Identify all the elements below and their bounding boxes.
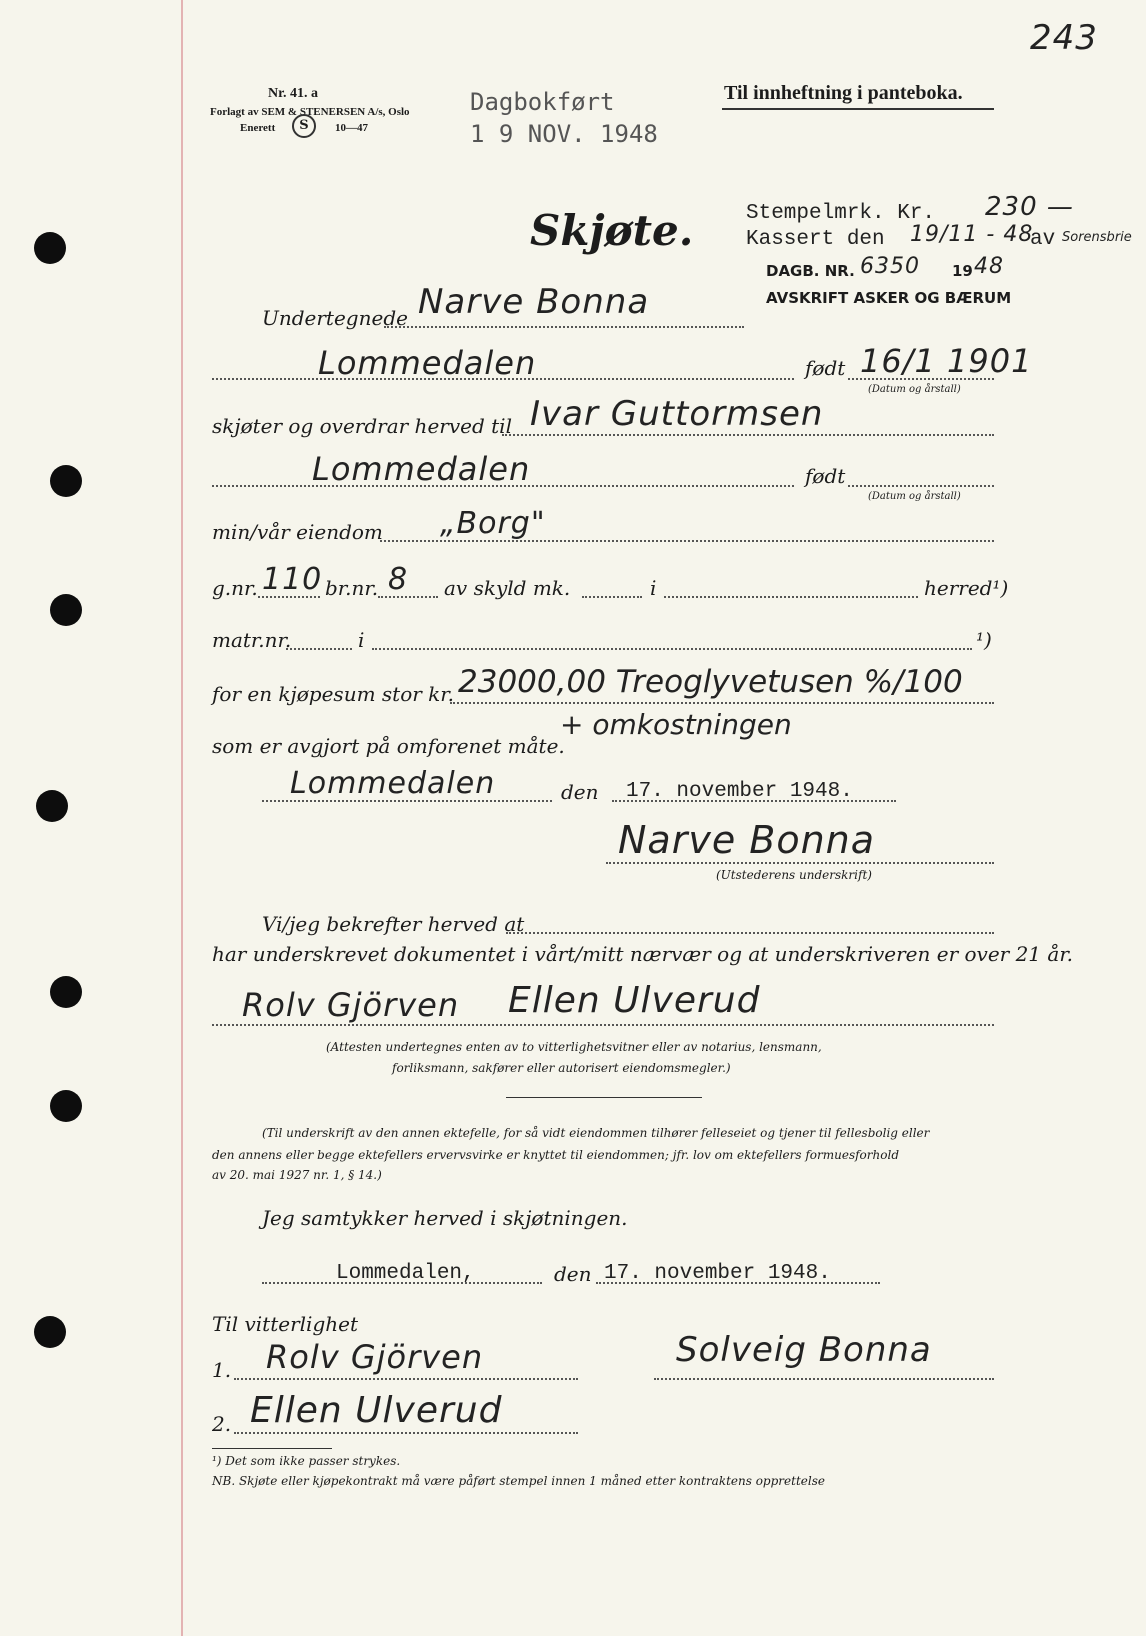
avgjort-value: + omkostningen: [560, 708, 792, 741]
spouse-note-line3: av 20. mai 1927 nr. 1, § 14.): [212, 1168, 382, 1182]
datum-hint-2: (Datum og årstall): [868, 491, 961, 502]
punch-hole: [34, 232, 66, 264]
attest-line2: har underskrevet dokumentet i vårt/mitt nærvær og at underskriveren er over 21 år.: [212, 942, 1074, 966]
spouse-note-line1: (Til underskrift av den annen ektefelle, for så vidt eiendommen tilhører felleseiet og tjener til fellesbolig eller: [262, 1126, 930, 1140]
kjopesum-line: [450, 702, 994, 704]
dagb-number: 6350: [860, 254, 920, 279]
attest-note1: (Attesten undertegnes enten av to vitterlighetsvitner eller av notarius, lensmann,: [326, 1040, 822, 1054]
witness1-signature: Rolv Gjörven: [266, 1338, 484, 1376]
avskrift-stamp: AVSKRIFT ASKER OG BÆRUM: [766, 289, 1012, 307]
punch-hole: [36, 790, 68, 822]
consent-place: Lommedalen,: [336, 1262, 475, 1285]
gnr-value: 110: [262, 562, 323, 597]
punch-hole: [34, 1316, 66, 1348]
dagb-year: 48: [974, 254, 1004, 279]
publisher-logo: S: [292, 114, 316, 138]
signature-value: Narve Bonna: [618, 818, 876, 862]
kjopesum-label: for en kjøpesum stor kr.: [212, 682, 455, 706]
fodt1-label: født: [805, 356, 846, 380]
witness-line: [212, 1024, 994, 1026]
undertegnede-label: Undertegnede: [262, 306, 408, 330]
section-divider: [506, 1097, 702, 1098]
date-typed: 17. november 1948.: [626, 780, 853, 803]
stamp-fee-label: Stempelmrk. Kr.: [746, 202, 936, 225]
buyer-value: Ivar Guttormsen: [530, 394, 824, 434]
margin-line: [181, 0, 183, 1636]
witness1-number: 1.: [212, 1358, 232, 1382]
header-underline: [722, 108, 994, 110]
stamp-cancel-label: Kassert den: [746, 228, 885, 251]
journal-stamp-date: 1 9 NOV. 1948: [470, 120, 658, 148]
fodt1-value: 16/1 1901: [860, 342, 1033, 380]
punch-hole: [50, 1090, 82, 1122]
footnote-2: NB. Skjøte eller kjøpekontrakt må være påført stempel innen 1 måned etter kontraktens opprettelse: [212, 1474, 825, 1488]
brnr-value: 8: [388, 562, 409, 597]
witness1-line: [234, 1378, 578, 1380]
stamp-fee-value: 230 —: [985, 192, 1074, 222]
herred-label: herred¹): [924, 576, 1009, 600]
undertegnede-line: [384, 326, 744, 328]
date-den-label: den: [561, 780, 599, 804]
vitterlighet-label: Til vitterlighet: [212, 1312, 359, 1336]
buyer-line: [502, 434, 994, 436]
signature-hint: (Utstederens underskrift): [716, 868, 872, 882]
place2-value: Lommedalen: [312, 450, 531, 488]
consent-text: Jeg samtykker herved i skjøtningen.: [262, 1206, 628, 1230]
date-place-value: Lommedalen: [290, 766, 496, 801]
attest-note2: forliksmann, sakfører eller autorisert eiendomsmegler.): [392, 1061, 731, 1075]
skyld-label: av skyld mk.: [444, 576, 571, 600]
publisher-enerett: Enerett: [240, 122, 276, 134]
avgjort-label: som er avgjort på omforenet måte.: [212, 734, 565, 758]
footnote-divider: [212, 1448, 332, 1449]
form-number: Nr. 41. a: [268, 86, 319, 101]
consent-date: 17. november 1948.: [604, 1262, 831, 1285]
witness2-signature: Ellen Ulverud: [250, 1390, 503, 1431]
matr-i-label: i: [358, 628, 365, 652]
page-number: 243: [1030, 18, 1098, 58]
publisher-line: Forlagt av SEM & STENERSEN A/s, Oslo: [210, 106, 410, 118]
fodt2-line: [848, 485, 994, 487]
page-title: Skjøte.: [530, 206, 694, 255]
herred-line: [664, 596, 918, 598]
datum-hint-1: (Datum og årstall): [868, 384, 961, 395]
matr-note: ¹): [976, 628, 992, 652]
spouse-signature: Solveig Bonna: [676, 1330, 932, 1370]
eiendom-value: „Borg": [440, 506, 546, 541]
spouse-note-line2: den annens eller begge ektefellers ervervsvirke er knyttet til eiendommen; jfr. lov om ektefellers formuesforhold: [212, 1148, 899, 1162]
attest-line1: Vi/jeg bekrefter herved at: [262, 912, 525, 936]
spouse-signature-line: [654, 1378, 994, 1380]
publisher-date: 10—47: [335, 122, 368, 134]
undertegnede-value: Narve Bonna: [418, 282, 650, 322]
attest-witness2: Ellen Ulverud: [508, 980, 761, 1021]
punch-hole: [50, 465, 82, 497]
matr-label: matr.nr.: [212, 628, 292, 652]
consent-den-label: den: [554, 1262, 592, 1286]
stamp-cancel-av: av: [1030, 228, 1056, 251]
fodt2-label: født: [805, 464, 846, 488]
brnr-label: br.nr.: [325, 576, 379, 600]
matr-line: [286, 648, 352, 650]
attest-name-line: [506, 932, 994, 934]
gnr-label: g.nr.: [212, 576, 258, 600]
eiendom-label: min/vår eiendom: [212, 520, 383, 544]
dagb-year-prefix: 19: [952, 262, 973, 280]
punch-hole: [50, 976, 82, 1008]
skyld-line: [582, 596, 642, 598]
stamp-cancel-date: 19/11 - 48: [910, 222, 1034, 247]
header-right: Til innheftning i panteboka.: [724, 82, 963, 104]
punch-hole: [50, 594, 82, 626]
dagb-label: DAGB. NR.: [766, 262, 855, 280]
stamp-cancel-signature: Sorensbrie: [1062, 230, 1132, 245]
matr-place-line: [372, 648, 972, 650]
skyld-i-label: i: [650, 576, 657, 600]
footnote-1: ¹) Det som ikke passer strykes.: [212, 1454, 401, 1468]
skjoter-label: skjøter og overdrar herved til: [212, 414, 512, 438]
signature-line: [606, 862, 994, 864]
place1-value: Lommedalen: [318, 344, 537, 382]
witness2-line: [234, 1432, 578, 1434]
kjopesum-value: 23000,00 Treoglyvetusen %/100: [458, 664, 963, 700]
attest-witness1: Rolv Gjörven: [242, 986, 460, 1024]
witness2-number: 2.: [212, 1412, 232, 1436]
journal-stamp-label: Dagbokført: [470, 88, 615, 116]
